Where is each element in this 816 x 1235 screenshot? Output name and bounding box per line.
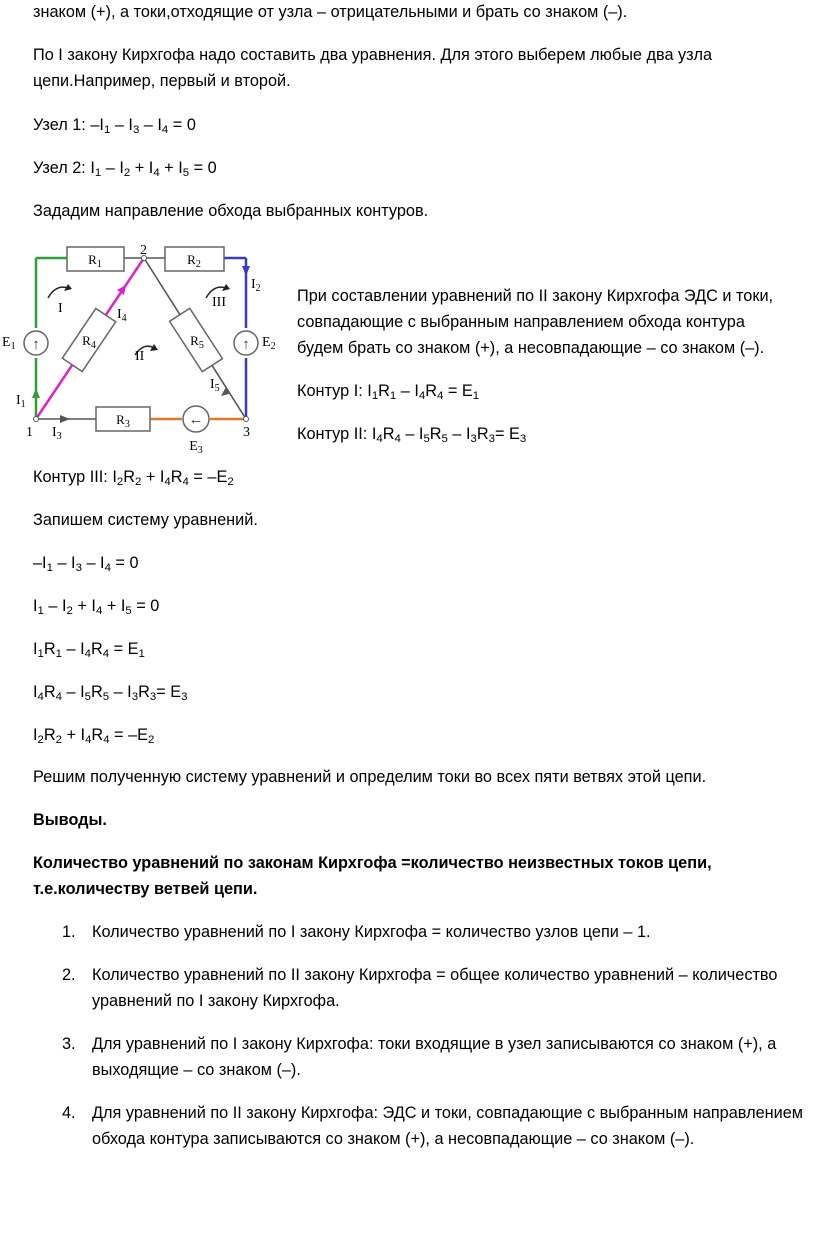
current-i2-arrow-icon <box>242 266 250 276</box>
label-r5: $R_5$ <box>190 333 204 351</box>
node2-equation: Узел 2: $I_1 - I_2 + I_4 + I_5 = 0$ <box>33 159 217 179</box>
contour2-equation: Контур II: $I_4R_4 - I_5R_5 - I_3R_3= E_3$ <box>297 425 527 445</box>
label-r2: $R_2$ <box>187 252 201 270</box>
contour1-equation: Контур I: $I_1R_1 - I_4R_4 = E_1$ <box>297 382 480 402</box>
node-3 <box>244 417 249 422</box>
label-node-2: 2 <box>140 243 147 258</box>
label-loop-iii: III <box>212 295 226 310</box>
side-paragraph-line3: будем брать со знаком (+), а несовпадающие – со знаком (–). <box>297 339 765 357</box>
conclusion-lead-line2: т.е.количеству ветвей цепи. <box>33 880 258 898</box>
side-paragraph-line2: совпадающие с выбранным направлением обхода контура <box>297 313 745 331</box>
system-equation-3: $I_1R_1 - I_4R_4 = E_1$ <box>33 640 145 660</box>
label-i4: $I_4$ <box>117 307 127 324</box>
side-paragraph-line1: При составлении уравнений по II закону Кирхгофа ЭДС и токи, <box>297 287 774 305</box>
current-i5-arrow-icon <box>221 387 229 396</box>
system-equation-5: $I_2R_2 + I_4R_4 = -E_2$ <box>33 726 155 746</box>
label-r1: $R_1$ <box>88 252 102 270</box>
law1-paragraph-line2: цепи.Например, первый и второй. <box>33 72 291 90</box>
law1-paragraph-line1: По I закону Кирхгофа надо составить два уравнения. Для этого выберем любые два узла <box>33 46 713 64</box>
loop-i-arrow-icon <box>48 287 68 298</box>
contour3-equation: Контур III: $I_2R_2 + I_4R_4 = -E_2$ <box>33 468 234 488</box>
node1-equation: Узел 1: $-I_1 - I_3 - I_4 = 0$ <box>33 116 196 136</box>
circuit-diagram <box>0 238 300 463</box>
label-r3: $R_3$ <box>116 412 130 430</box>
system-equation-1: $-I_1 - I_3 - I_4 = 0$ <box>33 554 139 574</box>
label-loop-i: I <box>58 301 63 316</box>
contours-paragraph: Зададим направление обхода выбранных контуров. <box>33 202 429 220</box>
emf-e3-arrow-icon: ← <box>188 412 204 428</box>
label-node-3: 3 <box>243 425 250 440</box>
label-e1: $E_1$ <box>2 335 16 352</box>
current-i1-arrow-icon <box>32 388 40 398</box>
conclusions-title: Выводы. <box>33 811 107 829</box>
label-i3: $I_3$ <box>52 425 62 442</box>
label-i2: $I_2$ <box>251 277 261 294</box>
label-loop-ii: II <box>135 349 145 364</box>
label-e2: $E_2$ <box>262 335 276 352</box>
conclusion-lead-line1: Количество уравнений по законам Кирхгофа =количество неизвестных токов цепи, <box>33 854 712 872</box>
label-node-1: 1 <box>26 425 33 440</box>
node-1 <box>34 417 39 422</box>
system-title: Запишем систему уравнений. <box>33 511 258 529</box>
emf-e1-arrow-icon: ↑ <box>32 337 40 353</box>
intro-paragraph: знаком (+), а токи,отходящие от узла – отрицательными и брать со знаком (–). <box>33 3 628 21</box>
system-equation-2: $I_1 - I_2 + I_4 + I_5 = 0$ <box>33 597 160 617</box>
current-i3-arrow-icon <box>60 415 70 423</box>
system-equation-4: $I_4R_4 - I_5R_5 - I_3R_3= E_3$ <box>33 683 188 703</box>
label-i5: $I_5$ <box>210 377 220 394</box>
label-r4: $R_4$ <box>82 333 96 351</box>
label-i1: $I_1$ <box>16 393 26 410</box>
emf-e2-arrow-icon: ↑ <box>242 337 250 353</box>
solve-paragraph: Решим полученную систему уравнений и определим токи во всех пяти ветвях этой цепи. <box>33 768 707 786</box>
label-e3: $E_3$ <box>189 439 203 456</box>
